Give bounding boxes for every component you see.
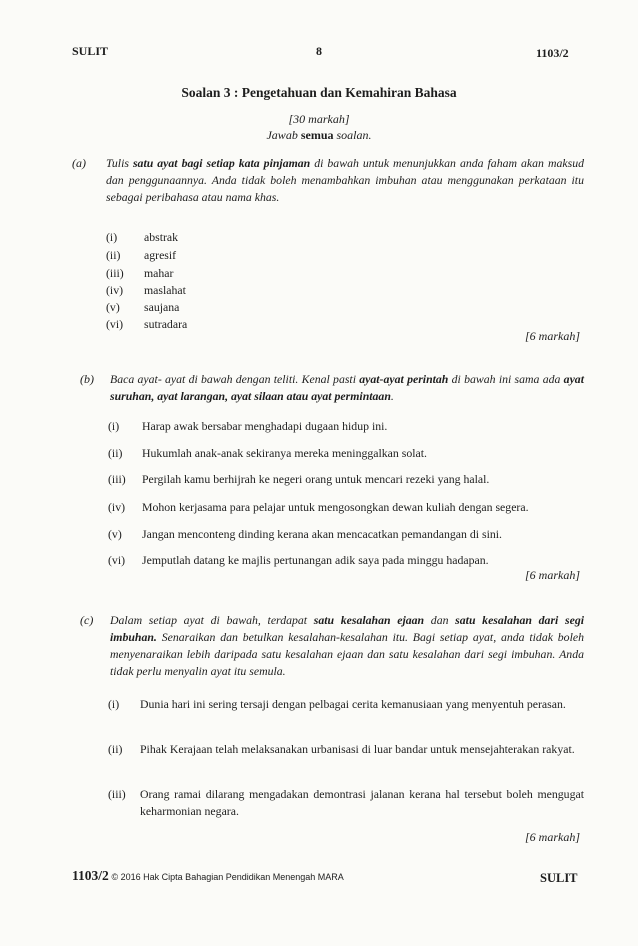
list-item xyxy=(108,419,387,434)
part-c-marks-text: [6 markah] xyxy=(524,830,580,844)
item-text: Jemputlah datang ke majlis pertunangan adik saya pada minggu hadapan. xyxy=(142,553,489,567)
part-c-text-1: Dalam setiap ayat di bawah, terdapat xyxy=(110,613,314,627)
footer-code: 1103/2 xyxy=(72,868,109,883)
item-number: (vi) xyxy=(106,317,124,331)
part-b-marks-text: [6 markah] xyxy=(524,568,580,582)
part-c-text-2: dan xyxy=(424,613,456,627)
item-number: (ii) xyxy=(108,742,123,756)
list-item xyxy=(108,446,427,461)
item-number: (i) xyxy=(108,419,120,433)
part-b-question xyxy=(110,371,584,405)
instruction-pre: Jawab xyxy=(266,128,301,142)
item-text: Dunia hari ini sering tersaji dengan pelbagai cerita kemanusiaan yang menyentuh perasan. xyxy=(140,697,566,711)
list-item xyxy=(106,283,186,298)
part-a-text-2: di bawah untuk menunjukkan anda faham akan maksud dan penggunaannya. Anda tidak boleh menambahkan imbuhan atau menggunakan perkataan itu sebagai peribahasa atau nama khas. xyxy=(106,156,584,204)
item-number: (v) xyxy=(106,300,120,314)
item-text: abstrak xyxy=(144,230,179,244)
list-item xyxy=(106,266,173,281)
item-number: (iii) xyxy=(108,472,126,486)
list-item xyxy=(108,553,489,568)
list-item xyxy=(108,500,529,515)
part-c-text-3: Senaraikan dan betulkan kesalahan-kesalahan itu. Bagi setiap ayat, anda tidak boleh menyenaraikan lebih daripada satu kesalahan ejaan dan satu kesalahan dari segi imbuhan. Anda tidak perlu menyalin ayat itu semula. xyxy=(110,630,584,678)
list-item xyxy=(106,317,187,332)
item-text: Hukumlah anak-anak sekiranya mereka meninggalkan solat. xyxy=(142,446,427,460)
item-number: (ii) xyxy=(106,248,121,262)
part-a-text-bold: satu ayat bagi setiap kata pinjaman xyxy=(132,156,311,170)
item-number: (iii) xyxy=(106,266,124,280)
part-c-text-bold-2: satu kesalahan dari segi imbuhan. xyxy=(110,613,584,644)
instruction-bold: semua xyxy=(300,128,334,142)
item-text: Pergilah kamu berhijrah ke negeri orang untuk mencari rezeki yang halal. xyxy=(142,472,490,486)
item-text: Mohon kerjasama para pelajar untuk mengosongkan dewan kuliah dengan segera. xyxy=(142,500,529,514)
item-text: Harap awak bersabar menghadapi dugaan hidup ini. xyxy=(142,419,388,433)
part-a-marks xyxy=(525,329,580,344)
item-number: (vi) xyxy=(108,553,126,567)
item-number: (i) xyxy=(106,230,118,244)
instruction-post: soalan. xyxy=(333,128,372,142)
item-number: (iv) xyxy=(108,500,126,514)
part-c-question xyxy=(110,612,584,680)
section-title: Soalan 3 : Pengetahuan dan Kemahiran Bahasa xyxy=(181,85,457,100)
item-text: sutradara xyxy=(144,317,188,331)
list-item xyxy=(106,300,179,315)
list-item xyxy=(108,786,584,820)
part-b-text-3: . xyxy=(390,389,394,403)
list-item xyxy=(108,741,584,758)
part-a-marks-text: [6 markah] xyxy=(524,329,580,343)
part-a-text-1: Tulis xyxy=(106,156,133,170)
part-c-text-bold-1: satu kesalahan ejaan xyxy=(313,613,425,627)
footer-left xyxy=(72,868,344,884)
item-text: agresif xyxy=(144,248,177,262)
page-number: 8 xyxy=(316,44,322,58)
item-text: saujana xyxy=(144,300,180,314)
list-item xyxy=(108,472,489,487)
section-marks xyxy=(0,112,638,127)
part-b-text-1: Baca ayat- ayat di bawah dengan teliti. Kenal pasti xyxy=(110,372,360,386)
part-b-text-bold-1: ayat-ayat perintah xyxy=(359,372,449,386)
part-b-marks xyxy=(525,568,580,583)
item-number: (iv) xyxy=(106,283,124,297)
item-text: Orang ramai dilarang mengadakan demontrasi jalanan kerana hal tersebut boleh mengugat keharmonian negara. xyxy=(140,787,584,818)
part-a-label: (a) xyxy=(72,156,86,170)
item-text: maslahat xyxy=(144,283,186,297)
item-number: (v) xyxy=(108,527,122,541)
footer-copyright: © 2016 Hak Cipta Bahagian Pendidikan Menengah MARA xyxy=(111,872,344,882)
part-a-question xyxy=(106,155,584,206)
item-number: (i) xyxy=(108,697,120,711)
item-text: Jangan menconteng dinding kerana akan mencacatkan pemandangan di sini. xyxy=(142,527,503,541)
part-c-marks xyxy=(525,830,580,845)
footer-right: SULIT xyxy=(540,871,578,885)
list-item xyxy=(106,230,178,245)
section-instruction xyxy=(0,128,638,143)
header-left: SULIT xyxy=(72,44,109,58)
header-right: 1103/2 xyxy=(536,46,569,60)
part-b-text-2: di bawah ini sama ada xyxy=(448,372,564,386)
item-text: Pihak Kerajaan telah melaksanakan urbanisasi di luar bandar untuk mensejahterakan rakyat. xyxy=(140,742,575,756)
list-item xyxy=(108,527,502,542)
section-marks-text: [30 markah] xyxy=(288,112,350,126)
item-number: (iii) xyxy=(108,787,126,801)
part-c-label: (c) xyxy=(80,613,94,627)
list-item xyxy=(106,248,176,263)
item-number: (ii) xyxy=(108,446,123,460)
part-b-text-bold-2: ayat suruhan, ayat larangan, ayat silaan atau ayat permintaan xyxy=(110,372,584,403)
list-item xyxy=(108,696,584,713)
part-b-label: (b) xyxy=(80,372,94,386)
item-text: mahar xyxy=(144,266,174,280)
